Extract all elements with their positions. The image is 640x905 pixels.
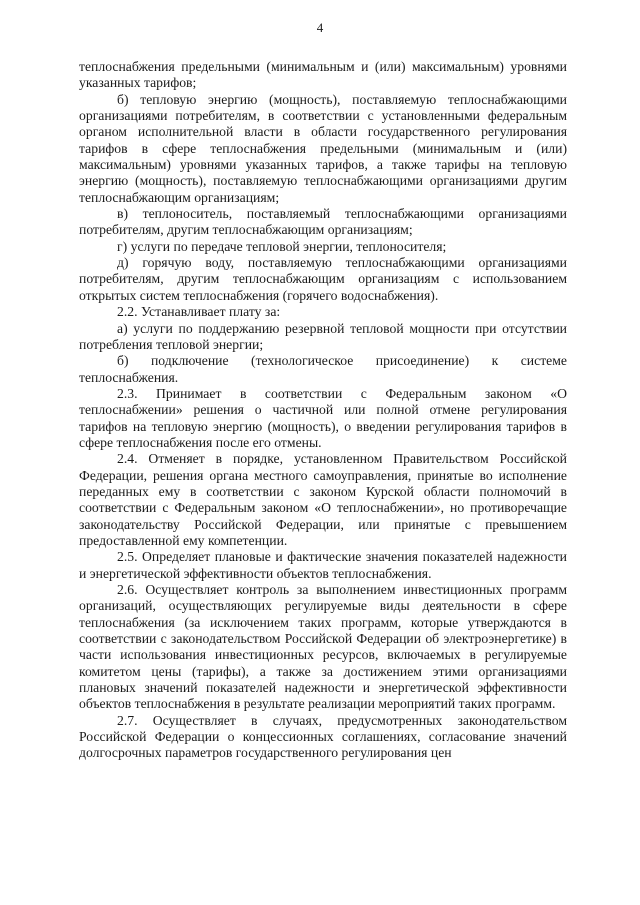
paragraph-2-2-item-b: б) подключение (технологическое присоединение) к системе теплоснабжения. bbox=[79, 353, 567, 385]
paragraph-2-5: 2.5. Определяет плановые и фактические значения показателей надежности и энергетической эффективности объектов теплоснабжения. bbox=[79, 549, 567, 581]
paragraph-2-6: 2.6. Осуществляет контроль за выполнением инвестиционных программ организаций, осуществляющих регулируемые виды деятельности в сфере теплоснабжения (за исключением таких программ, которые утверждаются в соответствии с законодательством Российской Федерации об электроэнергетике) в части использования инвестиционных ресурсов, включаемых в регулируемые комитетом цены (тарифы), а также за достижением этими организациями плановых значений показателей надежности и энергетической эффективности объектов теплоснабжения в результате реализации мероприятий таких программ. bbox=[79, 582, 567, 712]
paragraph-item-v-heat-carrier: в) теплоноситель, поставляемый теплоснабжающими организациями потребителям, другим теплоснабжающим организациям; bbox=[79, 206, 567, 238]
document-body bbox=[79, 59, 567, 762]
paragraph-continuation: теплоснабжения предельными (минимальным и (или) максимальным) уровнями указанных тарифов; bbox=[79, 59, 567, 91]
paragraph-item-g-transfer-services: г) услуги по передаче тепловой энергии, теплоносителя; bbox=[117, 238, 447, 254]
page-number: 4 bbox=[316, 20, 324, 35]
paragraph-item-d-hot-water: д) горячую воду, поставляемую теплоснабжающими организациями потребителям, другим теплоснабжающим организациям с использованием открытых систем теплоснабжения (горячего водоснабжения). bbox=[79, 255, 567, 303]
paragraph-2-7: 2.7. Осуществляет в случаях, предусмотренных законодательством Российской Федерации о концессионных соглашениях, согласование значений долгосрочных параметров государственного регулирования цен bbox=[79, 712, 567, 761]
paragraph-2-3: 2.3. Принимает в соответствии с Федеральным законом «О теплоснабжении» решения о частичной или полной отмене регулирования тарифов на тепловую энергию (мощность), о введении регулирования тарифов в сфере теплоснабжения после его отмены. bbox=[79, 385, 567, 450]
paragraph-2-2-heading: 2.2. Устанавливает плату за: bbox=[117, 304, 281, 320]
paragraph-2-2-item-a: а) услуги по поддержанию резервной тепловой мощности при отсутствии потребления тепловой энергии; bbox=[79, 320, 567, 352]
paragraph-item-b-heat-energy: б) тепловую энергию (мощность), поставляемую теплоснабжающими организациями потребителям, в соответствии с установленными федеральным органом исполнительной власти в области государственного регулирования тарифов в сфере теплоснабжения предельными (минимальным и (или) максимальным) уровнями указанных тарифов, а также тарифы на тепловую энергию (мощность), поставляемую теплоснабжающими организациями другим теплоснабжающим организациям; bbox=[79, 91, 567, 205]
paragraph-2-4: 2.4. Отменяет в порядке, установленном Правительством Российской Федерации, решения органа местного самоуправления, принятые во исполнение переданных ему в соответствии с законом Курской области полномочий в соответствии с Федеральным законом «О теплоснабжении», но противоречащие законодательству Российской Федерации, или принятые с превышением предоставленной ему компетенции. bbox=[79, 451, 567, 548]
